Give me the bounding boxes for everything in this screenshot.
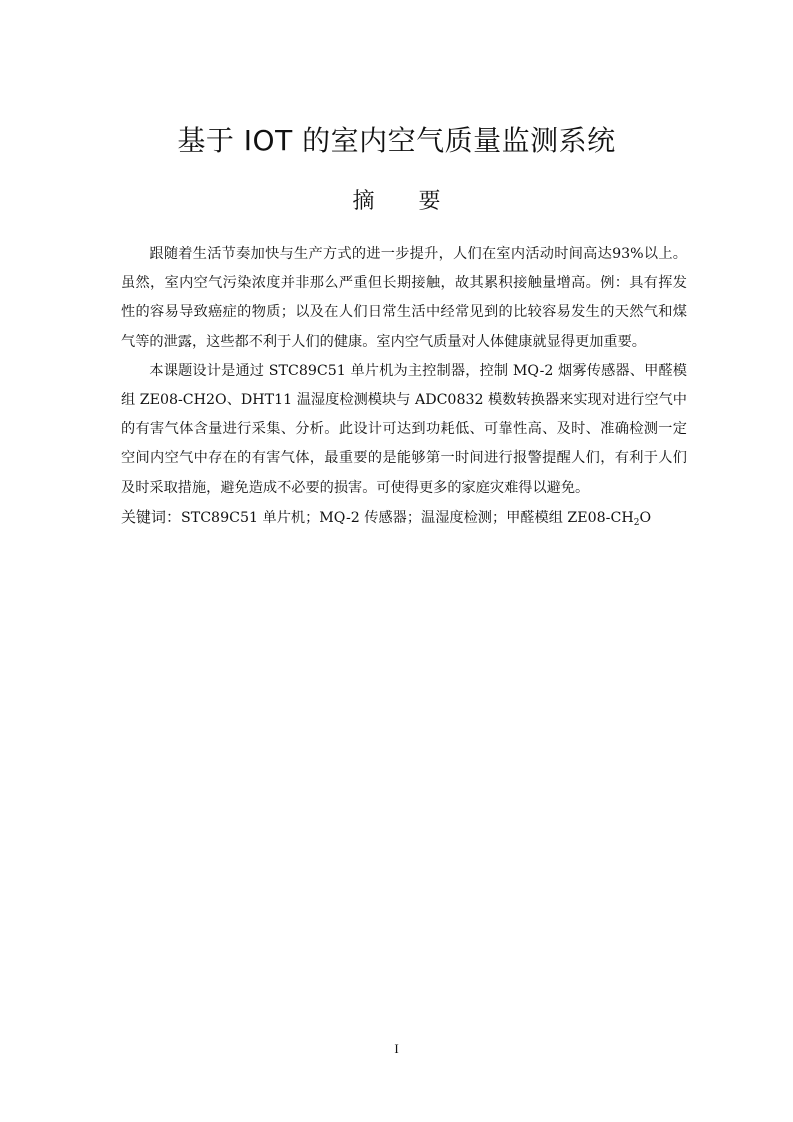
abstract-paragraph-2: 本课题设计是通过 STC89C51 单片机为主控制器，控制 MQ-2 烟雾传感器、甲醛模组 ZE08-CH2O、DHT11 温湿度检测模块与 ADC0832 模数转换器来实现对进行空气中的有害气体含量进行采集、分析。此设计可达到功耗低、可靠性高、及时、准确检测一定空间内空气中存在的有害气体，最重要的是能够第一时间进行报警提醒人们，有利于人们及时采取措施，避免造成不必要的损害。可使得更多的家庭灾难得以避免。	[121, 362, 687, 496]
abstract-heading-char-2: 要	[418, 189, 441, 214]
keywords-line	[121, 503, 687, 538]
abstract-body	[121, 240, 687, 538]
abstract-heading-char-1: 摘	[352, 189, 375, 214]
page-number: I	[394, 1041, 399, 1056]
keywords-text: STC89C51 单片机；MQ-2 传感器；温湿度检测；甲醛模组 ZE08-CH	[181, 509, 634, 526]
keywords-suffix: O	[639, 509, 652, 526]
keywords-subscript: 2	[633, 517, 640, 528]
abstract-heading	[0, 185, 793, 219]
page-title: 基于 IOT 的室内空气质量监测系统	[177, 124, 616, 157]
abstract-paragraph-1: 跟随着生活节奏加快与生产方式的进一步提升，人们在室内活动时间高达93%以上。虽然，室内空气污染浓度并非那么严重但长期接触，故其累积接触量增高。例：具有挥发性的容易导致癌症的物质；以及在人们日常生活中经常见到的比较容易发生的天然气和煤气等的泄露，这些都不利于人们的健康。室内空气质量对人体健康就显得更加重要。	[121, 246, 687, 350]
keywords-label: 关键词：	[121, 507, 182, 526]
